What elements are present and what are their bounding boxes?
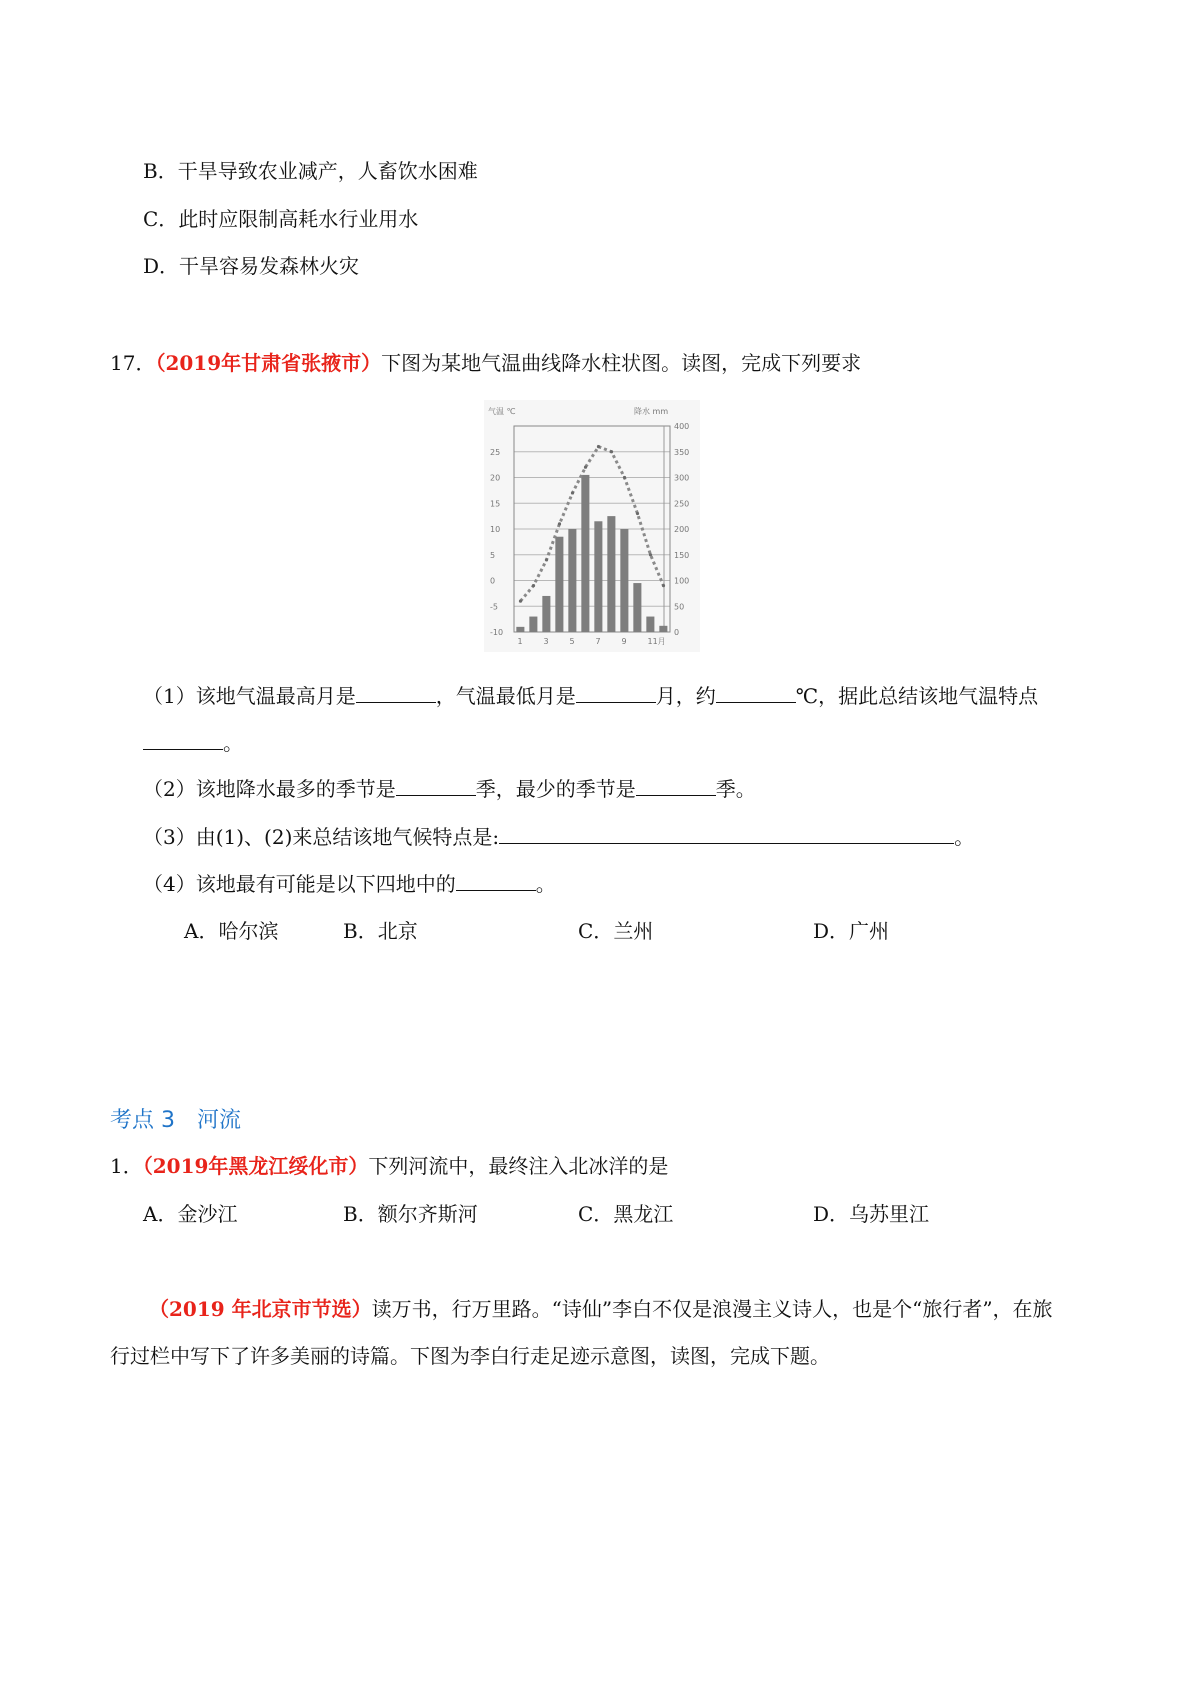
q1-option-d[interactable] [813,1198,929,1227]
q17-stem-line [110,347,861,376]
passage-line-1 [149,1293,1053,1322]
passage-line-2 [110,1340,830,1369]
x-tick-label: 5 [569,637,575,646]
option-letter: D． [143,254,180,278]
option-letter: D． [813,1202,850,1226]
option-d-prev [143,250,359,279]
q1-stem-line [110,1150,668,1179]
option-text: 广州 [849,919,890,943]
answer-blank[interactable] [456,872,536,891]
sub3-text: （3）由(1)、(2)来总结该地气候特点是: [143,825,500,849]
precipitation-bar [529,617,537,632]
question-source: （2019年甘肃省张掖市） [155,351,382,375]
option-text: 乌苏里江 [849,1202,930,1226]
passage-text: 读万书，行万里路。“诗仙”李白不仅是浪漫主义诗人，也是个“旅行者”，在旅 [371,1297,1053,1321]
option-letter: C． [143,207,179,231]
sub1-text: （1）该地气温最高月是 [143,684,356,708]
question-number: 1． [110,1154,143,1178]
option-letter: A． [143,1202,178,1226]
right-tick-label: 100 [674,576,690,586]
left-tick-label: 0 [490,576,496,586]
right-tick-label: 400 [674,422,690,431]
passage-source: （2019 年北京市节选） [149,1297,372,1321]
temperature-point [662,584,665,587]
answer-blank[interactable] [716,684,796,703]
left-tick-label: 20 [490,473,501,483]
right-tick-label: 50 [674,602,685,612]
right-tick-label: 150 [674,550,690,560]
precipitation-bar [607,516,615,632]
question-stem: 下列河流中，最终注入北冰洋的是 [368,1154,669,1178]
right-tick-label: 200 [674,525,690,534]
precipitation-bar [633,583,641,632]
temperature-point [584,466,587,469]
section-title: 考点 3 河流 [110,1108,241,1133]
sub3-text: 。 [954,825,975,849]
right-tick-label: 350 [674,447,690,457]
q17-option-b[interactable] [343,915,418,944]
q17-sub2 [143,773,756,802]
precipitation-bar [516,627,524,632]
sub2-text: （2）该地降水最多的季节是 [143,777,396,801]
left-tick-label: 15 [490,499,501,509]
option-text: 兰州 [613,919,654,943]
left-tick-label: -10 [490,628,504,637]
left-axis-title: 气温 ℃ [488,407,516,416]
left-tick-label: 25 [490,447,501,457]
precipitation-bar [568,529,576,632]
answer-blank[interactable] [396,777,476,796]
temperature-point [610,450,613,453]
left-tick-label: -5 [490,602,498,612]
option-letter: B． [143,159,178,183]
question-source: （2019年黑龙江绥化市） [142,1154,369,1178]
question-number: 17． [110,351,156,375]
right-tick-label: 300 [674,473,690,483]
q1-option-b[interactable] [343,1198,478,1227]
precipitation-bar [646,617,654,632]
x-tick-label: 9 [621,637,627,646]
option-text: 额尔齐斯河 [377,1202,478,1226]
answer-blank[interactable] [356,684,436,703]
option-letter: C． [578,919,614,943]
precipitation-bar [542,596,550,632]
temperature-point [636,512,639,515]
temperature-point [558,522,561,525]
temperature-point [623,476,626,479]
temperature-curve [521,447,664,601]
q1-option-a[interactable] [143,1198,237,1227]
option-text: 哈尔滨 [218,919,279,943]
climate-chart-svg [484,400,700,652]
precipitation-bar [581,475,589,632]
q17-sub4 [143,868,556,897]
option-letter: C． [578,1202,614,1226]
temperature-point [519,600,522,603]
right-tick-label: 250 [674,499,690,509]
option-text: 黑龙江 [613,1202,674,1226]
q17-option-a[interactable] [184,915,278,944]
right-tick-label: 0 [674,628,680,637]
option-letter: A． [184,919,219,943]
option-letter: B． [343,1202,378,1226]
passage-text: 行过栏中写下了许多美丽的诗篇。下图为李白行走足迹示意图，读图，完成下题。 [110,1344,830,1368]
q17-sub1 [143,680,1038,709]
answer-blank[interactable] [143,731,223,750]
left-tick-label: 10 [490,525,501,534]
temperature-point [545,558,548,561]
q17-sub1-cont [143,727,243,756]
option-text: 北京 [377,919,418,943]
right-axis-title: 降水 mm [634,407,669,416]
sub1-text: ，气温最低月是 [435,684,576,708]
sub4-text: 。 [535,872,556,896]
option-letter: B． [343,919,378,943]
answer-blank[interactable] [499,825,954,844]
sub2-text: 季，最少的季节是 [475,777,636,801]
x-tick-label: 1 [517,637,523,646]
sub1-text: 。 [223,731,243,755]
option-text: 此时应限制高耗水行业用水 [178,207,419,231]
option-text: 金沙江 [177,1202,238,1226]
q1-option-c[interactable] [578,1198,673,1227]
option-b-prev [143,155,478,184]
temperature-point [571,491,574,494]
q17-option-d[interactable] [813,915,889,944]
sub1-text: 月，约 [655,684,716,708]
precipitation-bar [659,626,667,632]
temperature-point [532,584,535,587]
precipitation-bar [594,521,602,632]
x-tick-label: 3 [543,637,549,646]
climate-chart [484,400,700,652]
q17-option-c[interactable] [578,915,653,944]
precipitation-bar [555,537,563,632]
left-tick-label: 5 [490,550,496,560]
answer-blank[interactable] [636,777,716,796]
option-text: 干旱容易发森林火灾 [179,254,360,278]
x-tick-label: 11月 [647,637,666,646]
option-text: 干旱导致农业减产，人畜饮水困难 [177,159,478,183]
precipitation-bar [620,529,628,632]
sub2-text: 季。 [715,777,756,801]
temperature-point [649,553,652,556]
x-tick-label: 7 [595,637,601,646]
temperature-point [597,445,600,448]
option-letter: D． [813,919,850,943]
option-c-prev [143,203,418,232]
sub4-text: （4）该地最有可能是以下四地中的 [143,872,456,896]
question-stem: 下图为某地气温曲线降水柱状图。读图，完成下列要求 [381,351,862,375]
sub1-text: ℃，据此总结该地气温特点 [795,684,1039,708]
q17-sub3 [143,821,974,850]
answer-blank[interactable] [576,684,656,703]
